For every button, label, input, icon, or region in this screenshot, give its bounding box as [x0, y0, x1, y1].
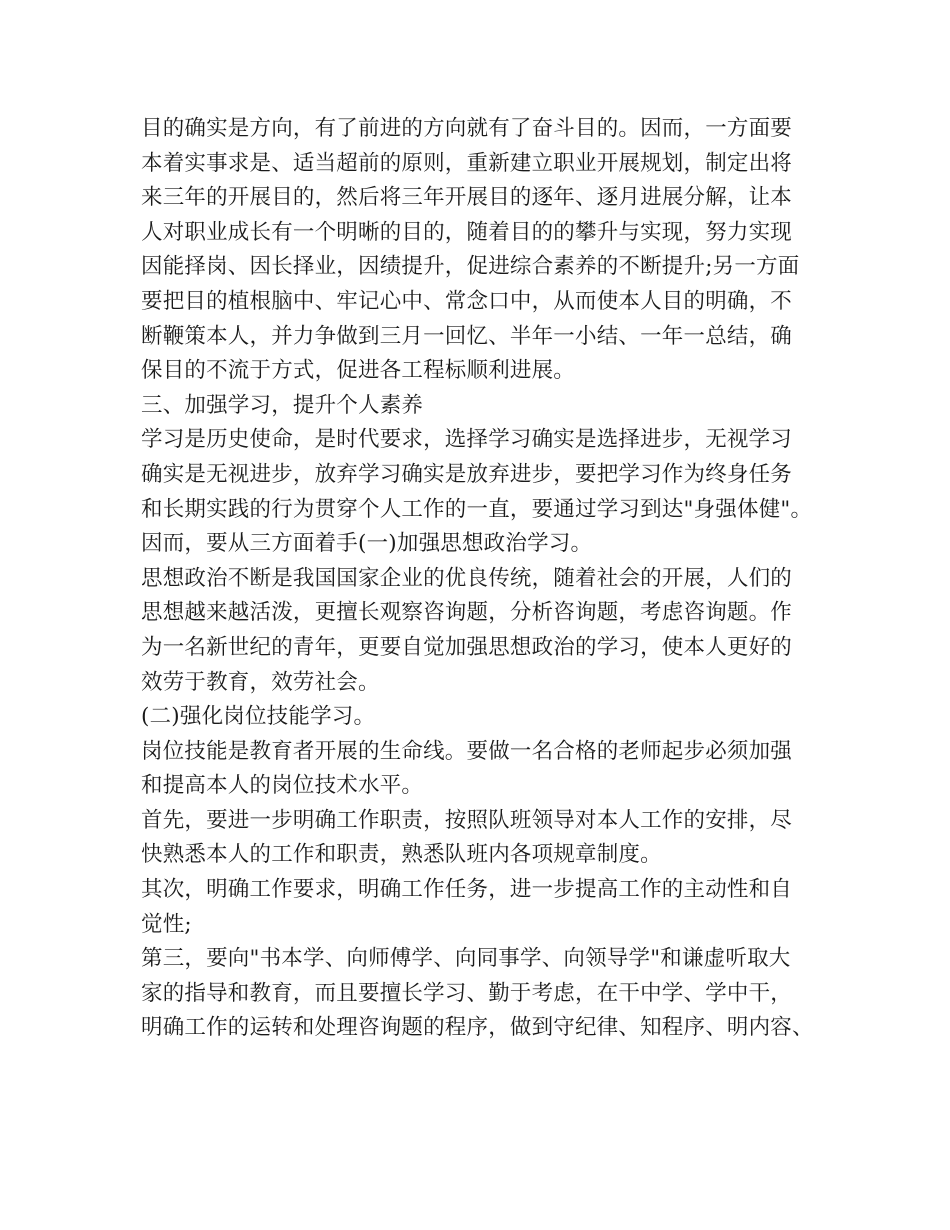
- text-line: 家的指导和教育，而且要擅长学习、勤于考虑，在干中学、学中干，: [141, 980, 793, 1006]
- subsection-heading: (二)强化岗位技能学习。: [141, 704, 376, 730]
- text-line: 目的确实是方向，有了前进的方向就有了奋斗目的。因而，一方面要: [141, 116, 793, 141]
- text-line: 和长期实践的行为贯穿个人工作的一直，要通过学习到达"身强体健"。: [141, 496, 813, 522]
- text-line: 来三年的开展目的，然后将三年开展目的逐年、逐月进展分解，让本: [141, 185, 793, 211]
- text-line: 和提高本人的岗位技术水平。: [141, 773, 424, 799]
- text-line: 人对职业成长有一个明晰的目的，随着目的的攀升与实现，努力实现: [141, 219, 793, 245]
- text-line: 为一名新世纪的青年，更要自觉加强思想政治的学习，使本人更好的: [141, 634, 793, 660]
- text-line: 第三，要向"书本学、向师傅学、向同事学、向领导学"和谦虚听取大: [141, 946, 791, 972]
- text-line: 确实是无视进步，放弃学习确实是放弃进步，要把学习作为终身任务: [141, 461, 793, 487]
- section-heading: 三、加强学习，提升个人素养: [141, 392, 424, 418]
- text-line: 因而，要从三方面着手(一)加强思想政治学习。: [141, 531, 593, 557]
- text-line: 保目的不流于方式，促进各工程标顺利进展。: [141, 358, 576, 384]
- text-line: 明确工作的运转和处理咨询题的程序，做到守纪律、知程序、明内容、: [141, 1015, 814, 1041]
- text-line: 首先，要进一步明确工作职责，按照队班领导对本人工作的安排，尽: [141, 807, 793, 833]
- text-line: 思想政治不断是我国国家企业的优良传统，随着社会的开展，人们的: [141, 565, 793, 591]
- document-body: [141, 112, 841, 1046]
- text-line: 要把目的植根脑中、牢记心中、常念口中，从而使本人目的明确，不: [141, 288, 793, 314]
- text-line: 思想越来越活泼，更擅长观察咨询题，分析咨询题，考虑咨询题。作: [141, 600, 793, 626]
- text-line: 本着实事求是、适当超前的原则，重新建立职业开展规划，制定出将: [141, 150, 793, 176]
- text-line: 快熟悉本人的工作和职责，熟悉队班内各项规章制度。: [141, 842, 662, 868]
- text-line: 岗位技能是教育者开展的生命线。要做一名合格的老师起步必须加强: [141, 738, 793, 764]
- text-line: 其次，明确工作要求，明确工作任务，进一步提高工作的主动性和自: [141, 877, 793, 903]
- text-line: 学习是历史使命，是时代要求，选择学习确实是选择进步，无视学习: [141, 427, 793, 453]
- text-line: 觉性;: [141, 911, 192, 937]
- text-line: 断鞭策本人，并力争做到三月一回忆、半年一小结、一年一总结，确: [141, 323, 793, 349]
- text-line: 因能择岗、因长择业，因绩提升，促进综合素养的不断提升;另一方面: [141, 254, 800, 280]
- text-line: 效劳于教育，效劳社会。: [141, 669, 380, 695]
